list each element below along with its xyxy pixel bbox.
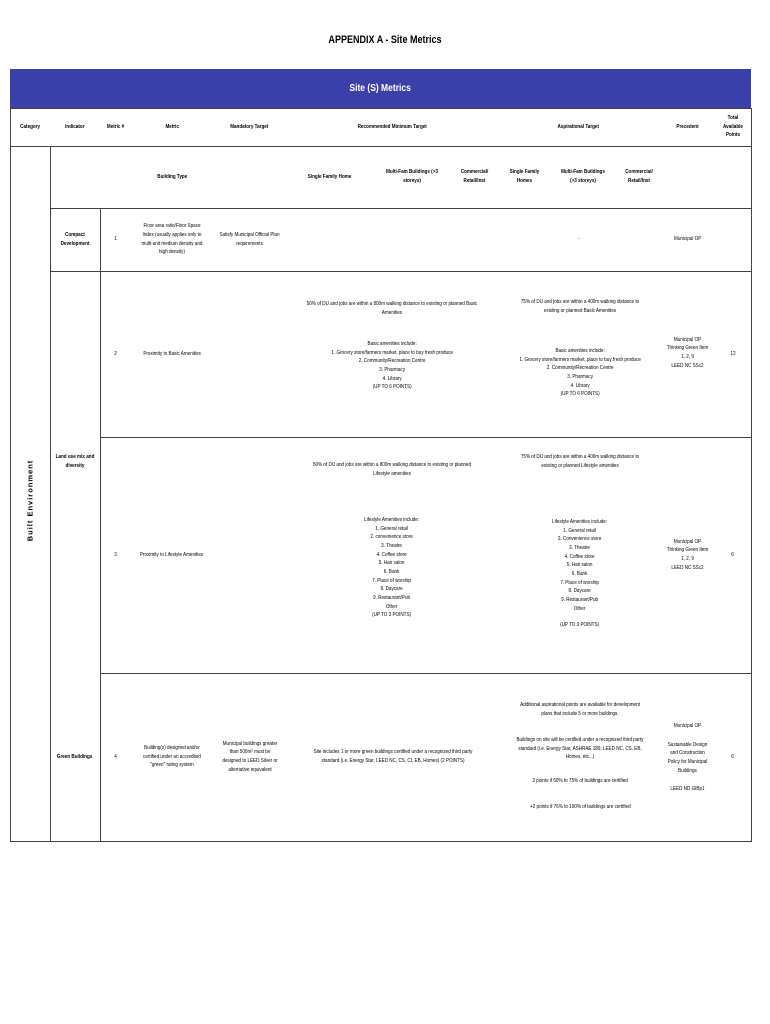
row2-rec-top: 50% of DU and jobs are within a 800m walking distance to existing or planned Basic Amenities: [306, 301, 478, 316]
row3-asp-list: [500, 488, 660, 660]
header-mandatory: Mandatory Target: [230, 123, 269, 130]
row2-metric: Proximity to Basic Amenities: [143, 350, 201, 357]
subheader-rec-single: Single Family Home: [307, 173, 352, 180]
row1-precedent: Municipal OP: [673, 236, 702, 243]
list-item: 8. Daycare: [380, 586, 404, 593]
header-metric: Metric: [165, 123, 179, 130]
header-indicator: Indicator: [65, 123, 85, 130]
row3-points: 6: [731, 551, 735, 558]
list-item: (UP TO 3 POINTS): [560, 622, 600, 629]
row1-metric-number: 1: [114, 236, 118, 243]
list-item: Basic amenities include:: [555, 348, 605, 355]
list-item: 8. Daycare: [568, 588, 592, 595]
subheader-rec-commercial: Commercial/ Retail/Inst: [460, 169, 489, 184]
list-item: 5. Hair salon: [379, 560, 405, 567]
row3-rec-list: [287, 488, 497, 648]
list-item: 3. Theatre: [569, 545, 591, 552]
row4-asp-points-2: 2 points if 50% to 75% of buildings are certified: [532, 777, 628, 784]
row4-recommended: Site includes 1 or more green buildings certified under a recognized third party standard (i.e. Energy Star, LEED NC, CS, CI, EB, Homes) (2 POINTS): [313, 749, 473, 764]
row3-asp-top: 75% of DU and jobs are within a 400m walking distance to existing or planned Lifestyle amenities: [520, 454, 640, 469]
header-total-points: Total Available Points: [723, 115, 743, 139]
row1-indicator: Compact Development: [60, 231, 90, 247]
metrics-table: [10, 108, 751, 842]
header-precedent: Precedent: [676, 123, 699, 130]
list-item: [552, 613, 607, 621]
list-item: 4. Coffee store: [376, 551, 407, 558]
list-item: 1. Grocery store/farmers market, place to buy fresh produce: [519, 356, 641, 363]
row1-mandatory: Satisfy Municipal Official Plan requirements: [219, 231, 280, 247]
list-item: 7. Place of worship: [560, 579, 600, 586]
category-label: Built Environment: [25, 459, 35, 541]
row2-precedent: Municipal OP Thinking Green Item 1, 2, 9 LEED NC SSc2: [666, 336, 709, 369]
row3-metric: Proximity to Lifestyle Amenities: [140, 551, 204, 558]
header-category: Category: [20, 123, 40, 130]
row1-aspirational: -: [577, 236, 580, 243]
list-item: 2. Community/Recreation Centre: [358, 358, 426, 365]
row2-points: 12: [730, 350, 736, 357]
row4-indicator: Green Buildings: [57, 753, 93, 760]
subheader-asp-single: Single Family Homes: [509, 169, 540, 184]
list-item: 2. Convenience store: [558, 536, 602, 543]
list-item: Other: [386, 603, 398, 610]
header-metric-number: Metric #: [107, 123, 125, 130]
list-item: 2. convenience store: [370, 534, 414, 541]
list-item: 1. General retail: [375, 525, 409, 532]
list-item: Other: [574, 605, 586, 612]
row4-points: 6: [731, 753, 735, 760]
list-item: 1. Grocery store/farmers market, place to buy fresh produce: [331, 349, 453, 356]
list-item: 4. Coffee store: [564, 553, 595, 560]
header-aspirational: Aspirational Target: [557, 123, 600, 130]
list-item: (UP TO 6 POINTS): [560, 391, 600, 398]
row3-precedent: Municipal OP Thinking Green Item 1, 2, 9 LEED NC SSc2: [666, 538, 709, 571]
table-banner: [10, 69, 751, 108]
row2-rec-list: [287, 326, 497, 406]
list-item: 4. Library: [382, 375, 402, 382]
list-item: Lifestyle Amenities include:: [552, 519, 608, 526]
list-item: Basic amenities include:: [367, 341, 417, 348]
row2-asp-list: [500, 333, 660, 413]
row4-precedent: Municipal OP Sustainable Design and Construction Policy for Municipal Buildings LEED ND GIBp1: [667, 723, 708, 793]
list-item: 6. Bank: [384, 569, 400, 575]
row4-asp-mid: Buildings on site will be certified under a recognized third party standard (i.e. Energy Star, ASHRAE 189, LEED NC, CS, EB, Homes, etc...): [516, 737, 644, 761]
list-item: 3. Pharmacy: [567, 374, 593, 380]
row3-metric-number: 3: [114, 551, 118, 558]
list-item: 5. Hair salon: [567, 562, 593, 569]
list-item: 1. General retail: [563, 527, 597, 534]
row4-metric-number: 4: [114, 753, 118, 760]
list-item: Lifestyle Amenities include:: [364, 517, 420, 524]
list-item: 6. Bank: [572, 571, 588, 577]
header-recommended: Recommended Minimum Target: [357, 123, 427, 130]
list-item: 2. Community/Recreation Centre: [546, 365, 614, 372]
row4-metric: Building(s) designed and/or certified under an accredited "green" rating system: [143, 745, 201, 769]
list-item: (UP TO 6 POINTS): [372, 384, 412, 391]
subheader-asp-commercial: Commercial/ Retail/Inst: [625, 169, 653, 184]
row4-asp-top: Additional aspirational points are available for development plans that include 5 or more buildings.: [520, 702, 640, 717]
subheader-rec-multi: Multi-Fam Buildings (>3 storeys): [386, 169, 438, 184]
list-item: 9. Restaurant/Pub: [561, 596, 599, 603]
row2-metric-number: 2: [114, 350, 118, 357]
row3-rec-top: 50% of DU and jobs are within a 800m walking distance to existing or planned Lifestyle amenities: [312, 462, 472, 477]
row2-asp-top: 75% of DU and jobs are within a 400m walking distance to existing or planned Basic Amenities: [520, 299, 640, 314]
row4-mandatory: Municipal buildings greater than 500m² must be designed to LEED Silver or alternative equivalent: [222, 740, 278, 773]
land-use-indicator: Land use mix and diversity: [55, 454, 95, 469]
row4-asp-points-4: +2 points if 76% to 100% of buildings are certified: [529, 803, 631, 810]
list-item: 4. Library: [570, 382, 590, 389]
page-title: APPENDIX A - Site Metrics: [328, 34, 442, 46]
list-item: 9. Restaurant/Pub: [373, 594, 411, 601]
list-item: 3. Pharmacy: [379, 367, 405, 373]
list-item: 3. Theatre: [381, 543, 403, 550]
list-item: (UP TO 3 POINTS): [372, 612, 412, 619]
row1-metric: Floor area ratio/Floor Space Index (usually applies only to multi-unit medium density and high density): [141, 223, 203, 256]
subheader-asp-multi: Multi-Fam Buildings (>3 storeys): [561, 169, 605, 184]
subheader-building-type: Building Type: [156, 173, 187, 180]
banner-label: Site (S) Metrics: [349, 83, 412, 94]
list-item: 7. Place of worship: [372, 577, 412, 584]
